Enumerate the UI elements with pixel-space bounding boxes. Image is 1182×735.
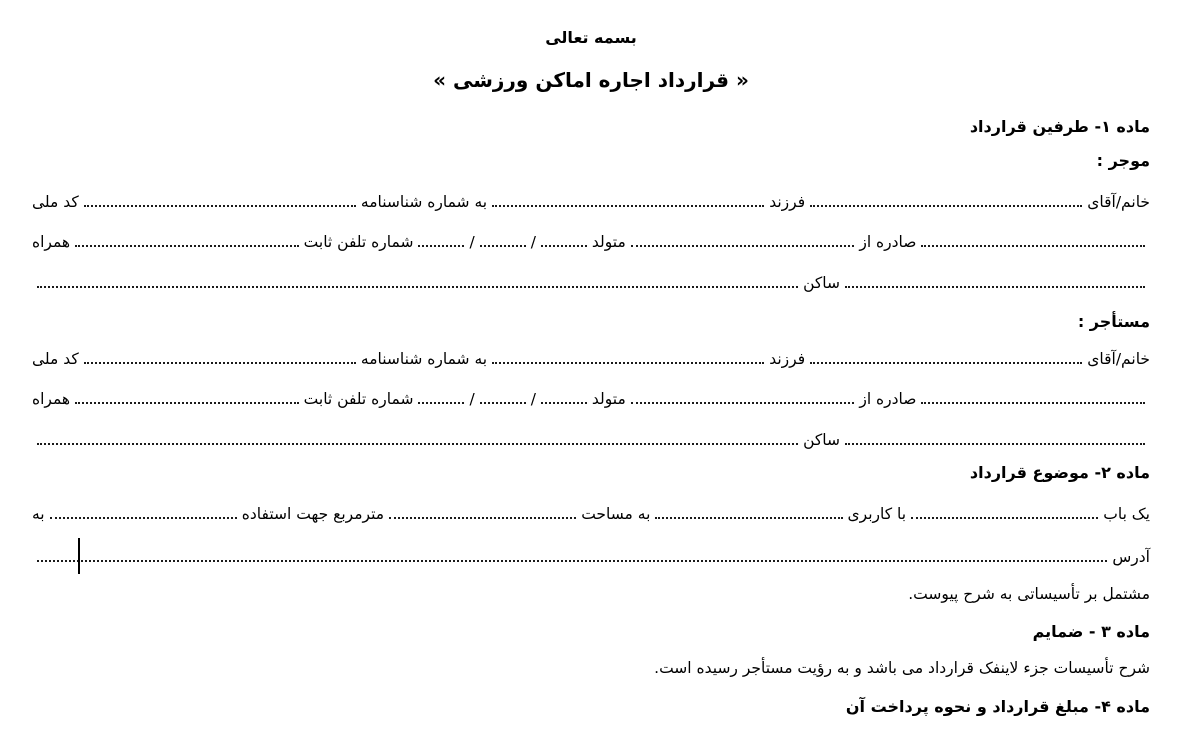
field-label-address: آدرس	[1112, 548, 1150, 566]
field-blank-birth-month[interactable]	[480, 234, 526, 247]
field-label-national-code: کد ملی	[31, 193, 79, 212]
field-label-id-number: به شماره شناسنامه	[360, 350, 488, 369]
field-blank-birth-day[interactable]	[418, 391, 464, 404]
field-blank-landline[interactable]	[75, 391, 299, 404]
field-blank-id-number[interactable]	[84, 194, 356, 207]
field-label-usage-type: با کاربری	[847, 505, 907, 524]
lessee-address-line	[32, 431, 1150, 449]
lessee-label: مستأجر :	[1077, 312, 1150, 331]
field-label-name: خانم/آقای	[1087, 350, 1150, 369]
field-blank-name[interactable]	[810, 194, 1082, 207]
article-4-heading: ماده ۴- مبلغ قرارداد و نحوه پرداخت آن	[845, 697, 1150, 716]
lessor-address-line	[32, 274, 1150, 292]
lessee-contact-line	[32, 391, 1150, 408]
field-label-national-code: کد ملی	[31, 350, 79, 369]
field-label-issued-from: صادره از	[859, 233, 917, 252]
field-label-name: خانم/آقای	[1087, 193, 1150, 212]
field-label-birth: متولد	[591, 233, 626, 252]
field-label-landline: شماره تلفن ثابت	[303, 390, 414, 409]
field-blank-child-of[interactable]	[492, 194, 764, 207]
field-blank-one-unit[interactable]	[911, 506, 1098, 519]
field-blank-national-code[interactable]	[921, 391, 1145, 404]
field-label-mobile: همراه	[31, 233, 71, 252]
field-label-one-unit: یک باب	[1103, 505, 1150, 524]
document-title: « قرارداد اجاره اماکن ورزشی »	[433, 68, 749, 92]
field-blank-id-number[interactable]	[84, 351, 356, 364]
field-blank-usage-type[interactable]	[655, 506, 842, 519]
lessor-contact-line	[32, 234, 1150, 251]
field-label-child-of: فرزند	[769, 193, 806, 212]
lessor-label: موجر :	[1096, 151, 1150, 170]
field-blank-birth-year[interactable]	[541, 234, 587, 247]
field-label-landline: شماره تلفن ثابت	[303, 233, 414, 252]
birth-separator-2: /	[469, 233, 475, 252]
text-caret	[78, 538, 80, 574]
field-blank-address[interactable]	[37, 549, 1107, 562]
lessee-identity-line	[32, 351, 1150, 368]
facilities-note: مشتمل بر تأسیساتی به شرح پیوست.	[908, 585, 1150, 603]
field-label-id-number: به شماره شناسنامه	[360, 193, 488, 212]
field-label-resident: ساکن	[803, 274, 840, 292]
bismillah-line: بسمه تعالی	[545, 28, 637, 47]
article-3-body: شرح تأسیسات جزء لاینفک قرارداد می باشد و به رؤیت مستأجر رسیده است.	[654, 659, 1150, 677]
lessor-identity-line	[32, 194, 1150, 211]
subject-description-line	[32, 506, 1150, 523]
field-label-area: به مساحت	[581, 505, 651, 524]
field-blank-usage-purpose[interactable]	[50, 506, 237, 519]
field-blank-landline[interactable]	[75, 234, 299, 247]
birth-separator-1: /	[530, 390, 536, 409]
article-2-heading: ماده ۲- موضوع قرارداد	[969, 463, 1150, 482]
field-blank-area[interactable]	[389, 506, 576, 519]
field-blank-resident[interactable]	[37, 275, 798, 288]
field-label-square-meter-usage: مترمربع جهت استفاده	[241, 505, 385, 524]
field-label-birth: متولد	[591, 390, 626, 409]
field-blank-resident[interactable]	[37, 432, 798, 445]
field-blank-birth-year[interactable]	[541, 391, 587, 404]
field-blank-mobile[interactable]	[845, 275, 1145, 288]
field-label-mobile: همراه	[31, 390, 71, 409]
field-blank-child-of[interactable]	[492, 351, 764, 364]
article-3-heading: ماده ۳ - ضمایم	[1032, 622, 1150, 641]
article-1-heading: ماده ۱- طرفین قرارداد	[969, 117, 1150, 136]
birth-separator-1: /	[530, 233, 536, 252]
field-label-issued-from: صادره از	[859, 390, 917, 409]
address-line	[32, 548, 1150, 566]
field-blank-issued-from[interactable]	[631, 391, 855, 404]
field-label-child-of: فرزند	[769, 350, 806, 369]
field-blank-mobile[interactable]	[845, 432, 1145, 445]
field-blank-name[interactable]	[810, 351, 1082, 364]
birth-separator-2: /	[469, 390, 475, 409]
field-blank-national-code[interactable]	[921, 234, 1145, 247]
field-label-to: به	[31, 505, 45, 524]
field-blank-birth-month[interactable]	[480, 391, 526, 404]
field-blank-issued-from[interactable]	[631, 234, 855, 247]
field-blank-birth-day[interactable]	[418, 234, 464, 247]
field-label-resident: ساکن	[803, 431, 840, 449]
